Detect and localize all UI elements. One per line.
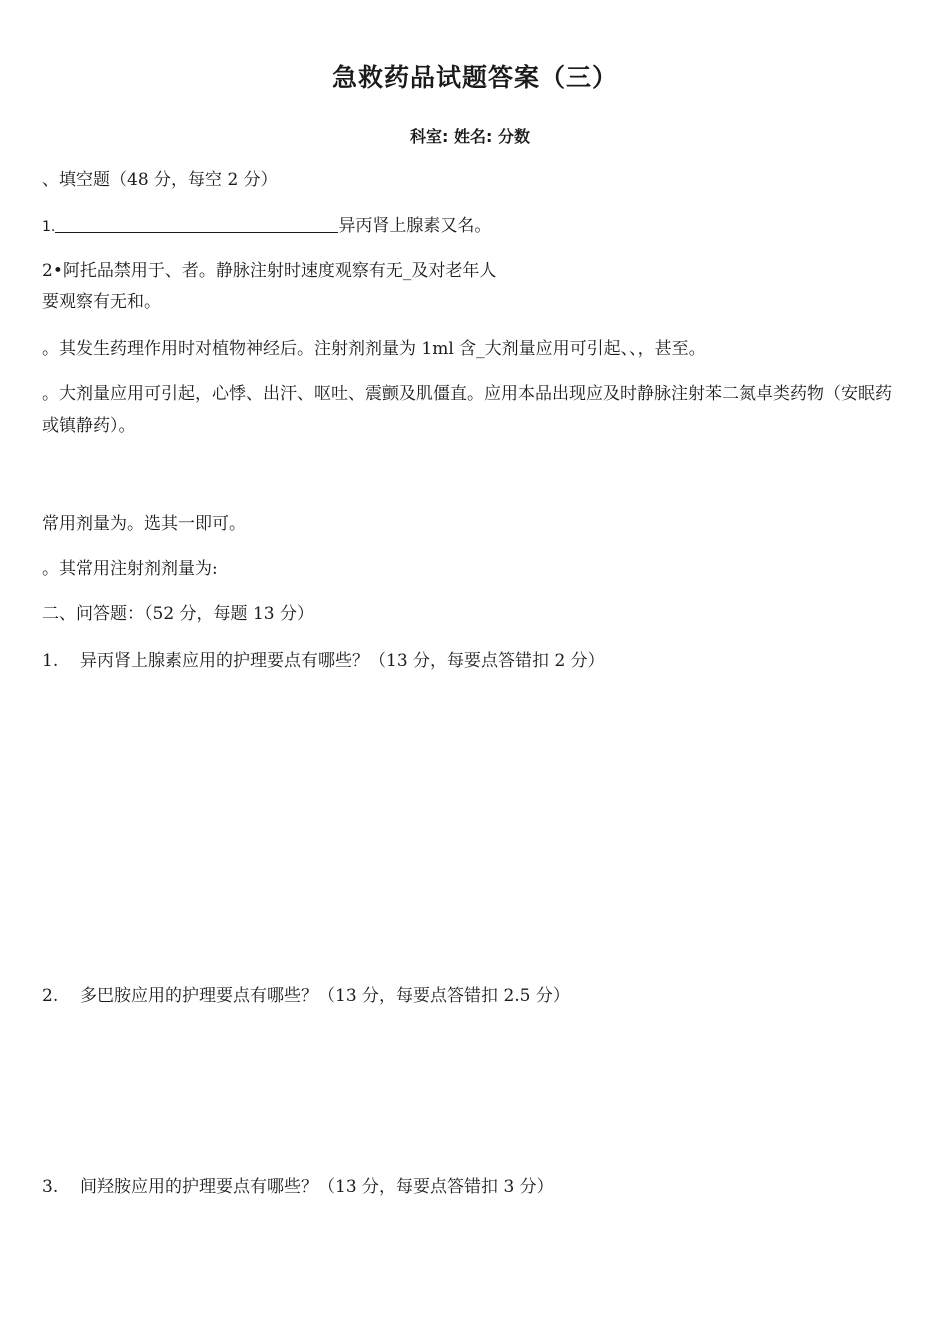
question-text: 异丙肾上腺素应用的护理要点有哪些？（13 分，每要点答错扣 2 分） xyxy=(80,651,605,671)
page-title: 急救药品试题答案（三） xyxy=(331,63,618,92)
section-2-heading: 二、问答题：（52 分，每题 13 分） xyxy=(42,604,314,624)
question-text: 异丙肾上腺素又名。 xyxy=(338,216,492,236)
answer-blank[interactable] xyxy=(55,214,338,233)
essay-question-2 xyxy=(42,980,902,1012)
fill-question-1 xyxy=(42,210,902,243)
essay-question-3 xyxy=(42,1171,902,1203)
section-1-heading: 、填空题（48 分，每空 2 分） xyxy=(42,170,278,190)
fill-question-3: 。其发生药理作用时对植物神经后。注射剂剂量为 1ml 含_大剂量应用可引起、、，甚至。 xyxy=(42,339,706,359)
question-number: 1. xyxy=(42,651,59,671)
fill-question-6: 。其常用注射剂剂量为: xyxy=(42,559,218,579)
question-number: 1. xyxy=(42,219,56,235)
fill-question-4: 。大剂量应用可引起，心悸、出汗、呕吐、震颤及肌僵直。应用本品出现应及时静脉注射苯二氮卓类药物（安眠药或镇静药）。 xyxy=(42,384,892,436)
fill-question-5: 常用剂量为。选其一即可。 xyxy=(42,514,246,534)
fill-question-2-line-2: 要观察有无和。 xyxy=(42,292,161,312)
question-text: 间羟胺应用的护理要点有哪些？（13 分，每要点答错扣 3 分） xyxy=(80,1177,554,1197)
question-number: 2. xyxy=(42,986,59,1006)
fill-question-2-line-1: 2•阿托品禁用于、者。静脉注射时速度观察有无_及对老年人 xyxy=(42,261,497,281)
question-number: 3. xyxy=(42,1177,59,1197)
question-text: 多巴胺应用的护理要点有哪些？（13 分，每要点答错扣 2.5 分） xyxy=(80,986,570,1006)
essay-question-1 xyxy=(42,645,902,677)
header-fields: 科室: 姓名: 分数 xyxy=(410,127,530,146)
